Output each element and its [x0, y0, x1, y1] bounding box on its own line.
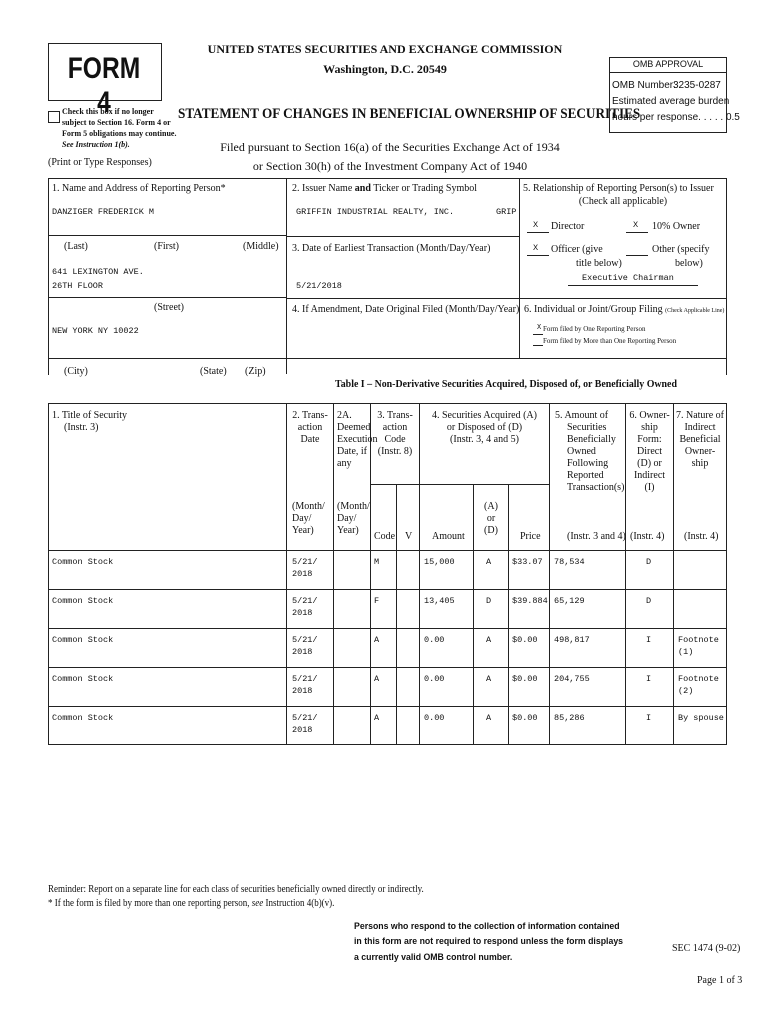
col3-line-4: (Instr. 8) — [377, 446, 413, 457]
col3-line-3: Code — [384, 434, 406, 445]
issuer-name[interactable]: GRIFFIN INDUSTRIAL REALTY, INC. — [296, 207, 455, 217]
acquired-disposed-cell[interactable]: D — [486, 596, 492, 606]
row-divider — [48, 667, 726, 668]
sub-a-or-d-line-1: (A) — [484, 501, 498, 512]
security-title-cell[interactable]: Common Stock — [52, 674, 114, 684]
col6-line-6: Indirect — [633, 470, 666, 481]
sub-price: Price — [520, 531, 541, 542]
sub-month-1 — [292, 501, 325, 537]
col5-line-7: Transaction(s) — [567, 482, 625, 493]
col2a-line-2: Deemed — [337, 422, 371, 433]
col2-header — [287, 410, 333, 446]
col6-line-1: 6. Owner- — [629, 410, 670, 421]
row-divider — [48, 628, 726, 629]
checkbox-label-1: Check this box if no longer — [62, 107, 154, 116]
acquired-disposed-cell[interactable]: A — [486, 635, 492, 645]
col7-line-2: Indirect — [684, 422, 716, 433]
sub-month-1-line-3: Year) — [292, 525, 314, 536]
col7-line-3: Beneficial — [679, 434, 721, 445]
amount-cell[interactable]: 0.00 — [424, 635, 445, 645]
col1-line-2: (Instr. 3) — [64, 422, 99, 433]
transaction-year-cell[interactable]: 2018 — [292, 608, 313, 618]
col2a-line-5: any — [337, 458, 352, 469]
transaction-code-cell[interactable]: M — [374, 557, 380, 567]
col6-line-3: Form: — [637, 434, 662, 445]
nature-ownership-cell[interactable]: Footnote — [678, 635, 719, 645]
col6-header — [626, 410, 673, 494]
box6-label-main: 6. Individual or Joint/Group Filing — [524, 304, 663, 315]
other-label-2: below) — [675, 258, 703, 269]
col4-line-3: (Instr. 3, 4 and 5) — [450, 434, 519, 445]
omb-title: OMB APPROVAL — [632, 59, 704, 69]
box2-label-pre: 2. Issuer Name — [292, 183, 355, 194]
nature-ownership-cell[interactable]: By spouse — [678, 713, 724, 723]
col4-header — [420, 410, 549, 446]
sub-a-or-d-line-3: (D) — [484, 525, 498, 536]
col7-line-4: Owner- — [684, 446, 716, 457]
owned-following-cell[interactable]: 65,129 — [554, 596, 585, 606]
box1-label: 1. Name and Address of Reporting Person* — [52, 183, 226, 194]
transaction-year-cell[interactable]: 2018 — [292, 647, 313, 657]
box6-label-small: (Check Applicable Line) — [665, 308, 725, 314]
star-note-see: see — [251, 898, 264, 909]
acquired-disposed-cell[interactable]: A — [486, 713, 492, 723]
officer-title[interactable]: Executive Chairman — [582, 273, 674, 283]
last-label: (Last) — [64, 241, 88, 252]
box2-label-and: and — [354, 183, 371, 194]
col7-header — [674, 410, 726, 470]
col2-line-1: 2. Trans- — [292, 410, 328, 421]
checkbox-label-2: subject to Section 16. Form 4 or — [62, 118, 171, 127]
form-title: FORM 4 — [67, 52, 141, 119]
no-longer-subject-checkbox[interactable] — [48, 111, 60, 123]
ownership-form-cell[interactable]: D — [646, 557, 652, 567]
col2a-line-4: Date, if — [337, 446, 367, 457]
box5-label-1: 5. Relationship of Reporting Person(s) to Issuer — [523, 183, 714, 194]
sub-month-1-line-1: (Month/ — [292, 501, 325, 512]
col5-line-3: Beneficially — [567, 434, 616, 445]
row-divider — [48, 589, 726, 590]
persons-respond-3: a currently valid OMB control number. — [354, 952, 513, 963]
street-address-1[interactable]: 641 LEXINGTON AVE. — [52, 267, 144, 277]
transaction-code-cell[interactable]: A — [374, 713, 380, 723]
sub-instr-4-a: (Instr. 4) — [630, 531, 665, 542]
one-person-mark[interactable]: X — [537, 324, 542, 332]
ownership-form-cell[interactable]: I — [646, 674, 652, 684]
col6-line-4: Direct — [637, 446, 662, 457]
security-title-cell[interactable]: Common Stock — [52, 557, 114, 567]
amount-cell[interactable]: 0.00 — [424, 674, 445, 684]
transaction-date-cell[interactable]: 5/21/ — [292, 596, 318, 606]
transaction-year-cell[interactable]: 2018 — [292, 686, 313, 696]
nature-ownership-cell-2[interactable]: (2) — [678, 686, 694, 696]
box5-label-2: (Check all applicable) — [578, 196, 668, 207]
col2-line-2: action — [297, 422, 323, 433]
amount-cell[interactable]: 0.00 — [424, 713, 445, 723]
owned-following-cell[interactable]: 204,755 — [554, 674, 590, 684]
sub-a-or-d-line-2: or — [486, 513, 496, 524]
nature-ownership-cell[interactable]: Footnote — [678, 674, 719, 684]
officer-mark[interactable]: X — [533, 243, 539, 253]
security-title-cell[interactable]: Common Stock — [52, 596, 114, 606]
zip-label: (Zip) — [245, 366, 266, 377]
persons-respond-2: in this form are not required to respond unless the form displays — [354, 936, 624, 947]
director-label: Director — [551, 221, 585, 232]
city-label: (City) — [64, 366, 88, 377]
price-cell[interactable]: $0.00 — [512, 635, 538, 645]
ownership-form-cell[interactable]: D — [646, 596, 652, 606]
box6-label — [524, 304, 724, 317]
filed-pursuant-2: or Section 30(h) of the Investment Company Act of 1940 — [252, 159, 528, 173]
price-cell[interactable]: $0.00 — [512, 713, 538, 723]
ticker-symbol[interactable]: GRIP — [496, 207, 517, 217]
col7-line-1: 7. Nature of — [675, 410, 725, 421]
transaction-year-cell[interactable]: 2018 — [292, 725, 313, 735]
col3-header — [371, 410, 419, 458]
ownership-form-cell[interactable]: I — [646, 635, 652, 645]
checkbox-label-3: Form 5 obligations may continue. — [62, 129, 177, 138]
transaction-code-cell[interactable]: A — [374, 674, 380, 684]
ten-percent-owner-label: 10% Owner — [652, 221, 701, 232]
box4-label: 4. If Amendment, Date Original Filed (Month/Day/Year) — [292, 304, 520, 315]
city-state-zip[interactable]: NEW YORK NY 10022 — [52, 326, 139, 336]
omb-number-label: OMB Number: — [612, 80, 676, 91]
transaction-date-cell[interactable]: 5/21/ — [292, 557, 318, 567]
first-label: (First) — [154, 241, 179, 252]
col4-line-1: 4. Securities Acquired (A) — [432, 410, 537, 421]
state-label: (State) — [200, 366, 227, 377]
street-address-2[interactable]: 26TH FLOOR — [52, 281, 104, 291]
col5-header — [555, 410, 625, 494]
sub-instr-4-b: (Instr. 4) — [684, 531, 719, 542]
table1-title: Table I – Non-Derivative Securities Acquired, Disposed of, or Beneficially Owned — [335, 378, 677, 390]
sub-code: Code — [374, 531, 396, 542]
col3-line-2: action — [382, 422, 408, 433]
price-cell[interactable]: $33.07 — [512, 557, 543, 567]
sub-amount: Amount — [432, 531, 465, 542]
agency-name: UNITED STATES SECURITIES AND EXCHANGE COMMISSION — [207, 42, 563, 56]
transaction-date-cell[interactable]: 5/21/ — [292, 674, 318, 684]
earliest-transaction-date[interactable]: 5/21/2018 — [296, 281, 342, 291]
col7-line-5: ship — [691, 458, 709, 469]
amount-cell[interactable]: 15,000 — [424, 557, 455, 567]
col6-line-5: (D) or — [637, 458, 662, 469]
ten-percent-mark[interactable]: X — [633, 220, 639, 230]
page-number: Page 1 of 3 — [697, 975, 743, 986]
sub-month-1-line-2: Day/ — [292, 513, 312, 524]
star-note-post: Instruction 4(b)(v). — [263, 898, 335, 909]
checkbox-label-4: See Instruction 1(b). — [62, 140, 130, 149]
one-reporting-person-label: Form filed by One Reporting Person — [543, 325, 646, 333]
director-mark[interactable]: X — [533, 220, 539, 230]
sub-month-2-line-2: Day/ — [337, 513, 357, 524]
col5-line-6: Reported — [567, 470, 604, 481]
col1-header — [52, 410, 127, 434]
box2-label-post: Ticker or Trading Symbol — [370, 183, 478, 194]
print-type-label: (Print or Type Responses) — [48, 157, 152, 168]
middle-label: (Middle) — [243, 241, 279, 252]
star-note-pre: * If the form is filed by more than one reporting person, — [48, 898, 252, 909]
reporting-person-name[interactable]: DANZIGER FREDERICK M — [52, 207, 155, 217]
star-note — [48, 898, 334, 909]
sub-a-or-d — [474, 501, 508, 537]
sub-month-2-line-1: (Month/ — [337, 501, 370, 512]
col2-line-3: Date — [300, 434, 320, 445]
owned-following-cell[interactable]: 85,286 — [554, 713, 585, 723]
reminder-text: Reminder: Report on a separate line for each class of securities beneficially owned directly or indirectly. — [48, 884, 424, 895]
persons-respond-1: Persons who respond to the collection of information contained — [354, 921, 620, 932]
sub-v: V — [405, 531, 413, 542]
acquired-disposed-cell[interactable]: A — [486, 557, 492, 567]
col6-line-2: ship — [641, 422, 658, 433]
transaction-code-cell[interactable]: A — [374, 635, 380, 645]
col2a-line-1: 2A. — [337, 410, 352, 421]
transaction-year-cell[interactable]: 2018 — [292, 569, 313, 579]
sub-instr-3-4: (Instr. 3 and 4) — [567, 531, 626, 542]
box2-label — [292, 183, 477, 195]
price-cell[interactable]: $0.00 — [512, 674, 538, 684]
price-cell[interactable]: $39.884 — [512, 596, 548, 606]
col2a-line-3: Execution — [337, 434, 378, 445]
agency-city: Washington, D.C. 20549 — [323, 62, 447, 76]
row-divider — [48, 706, 726, 707]
ownership-form-cell[interactable]: I — [646, 713, 652, 723]
col5-line-1: 5. Amount of — [555, 410, 609, 421]
transaction-code-cell[interactable]: F — [374, 596, 380, 606]
other-label-1: Other (specify — [652, 244, 710, 255]
owned-following-cell[interactable]: 498,817 — [554, 635, 590, 645]
transaction-date-cell[interactable]: 5/21/ — [292, 713, 318, 723]
officer-label-2: title below) — [576, 258, 622, 269]
security-title-cell[interactable]: Common Stock — [52, 713, 114, 723]
col5-line-4: Owned — [567, 446, 596, 457]
sub-month-2 — [337, 501, 370, 537]
officer-label-1: Officer (give — [551, 244, 603, 255]
col5-line-2: Securities — [567, 422, 607, 433]
transaction-date-cell[interactable]: 5/21/ — [292, 635, 318, 645]
acquired-disposed-cell[interactable]: A — [486, 674, 492, 684]
col1-line-1: 1. Title of Security — [52, 410, 128, 421]
more-reporting-persons-label: Form filed by More than One Reporting Person — [543, 337, 677, 345]
box3-label: 3. Date of Earliest Transaction (Month/Day/Year) — [292, 243, 491, 254]
sec-form-number: SEC 1474 (9-02) — [672, 943, 741, 954]
owned-following-cell[interactable]: 78,534 — [554, 557, 585, 567]
statement-title: STATEMENT OF CHANGES IN BENEFICIAL OWNERSHIP OF SECURITIES — [178, 106, 641, 122]
omb-number-value: 3235-0287 — [673, 80, 721, 91]
col4-line-2: or Disposed of (D) — [446, 422, 523, 433]
omb-burden-1: Estimated average burden — [612, 96, 730, 107]
sub-month-2-line-3: Year) — [337, 525, 359, 536]
filed-pursuant-1: Filed pursuant to Section 16(a) of the Securities Exchange Act of 1934 — [220, 140, 560, 154]
security-title-cell[interactable]: Common Stock — [52, 635, 114, 645]
amount-cell[interactable]: 13,405 — [424, 596, 455, 606]
col5-line-5: Following — [567, 458, 609, 469]
omb-burden-2: hours per response. . . . . 0.5 — [612, 112, 740, 123]
col2a-header — [337, 410, 378, 470]
col6-line-7: (I) — [644, 482, 655, 493]
street-label: (Street) — [154, 302, 184, 313]
nature-ownership-cell-2[interactable]: (1) — [678, 647, 694, 657]
col3-line-1: 3. Trans- — [377, 410, 413, 421]
